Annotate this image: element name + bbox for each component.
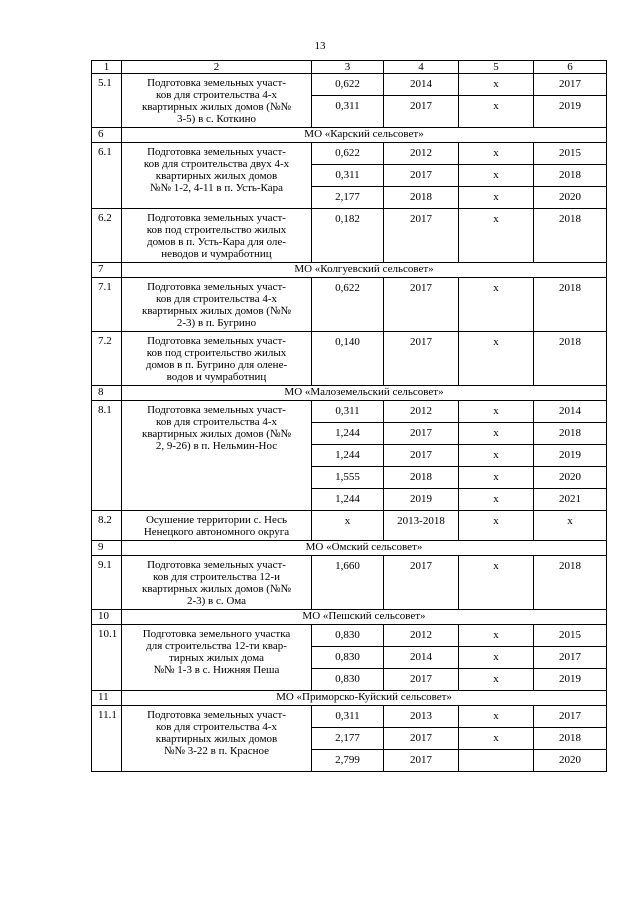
area-value: 1,660: [335, 560, 360, 572]
cell-stack: [384, 706, 458, 771]
item-description: [122, 74, 312, 128]
description-line: №№ 1-2, 4-11 в п. Усть-Кара: [149, 182, 284, 194]
description-line: Подготовка земельных участ-: [147, 77, 286, 89]
area-value-column: [312, 706, 384, 772]
start-year: 2017: [410, 100, 432, 112]
end-year-column: [534, 625, 607, 691]
area-value: 0,311: [312, 165, 383, 187]
section-title: МО «Омский сельсовет»: [122, 541, 607, 556]
mark-value: х: [459, 467, 533, 489]
area-value-column: [312, 332, 384, 386]
description-line: 2-3) в с. Ома: [186, 595, 247, 607]
description-line: Осушение территории с. Несь: [145, 514, 288, 526]
description-line: квартирных жилых домов (№№: [142, 428, 291, 440]
item-number: 9.1: [92, 556, 122, 610]
start-year-column: [384, 401, 459, 511]
end-year: 2020: [534, 467, 606, 489]
program-table: [91, 60, 607, 772]
mark-value-column: [459, 625, 534, 691]
cell-stack: [384, 278, 458, 331]
end-year: 2018: [534, 165, 606, 187]
mark-value: х: [493, 493, 499, 505]
start-year-column: [384, 556, 459, 610]
end-year: 2017: [534, 647, 606, 669]
cell-stack: [384, 511, 458, 540]
header-cell: 5: [459, 61, 534, 74]
item-description: [122, 278, 312, 332]
end-year: 2018: [559, 282, 581, 294]
start-year-column: [384, 209, 459, 263]
table-row: [92, 511, 607, 541]
item-number: 5.1: [92, 74, 122, 128]
item-description: [122, 556, 312, 610]
item-description: [122, 332, 312, 386]
cell-stack: [534, 209, 606, 262]
description-line: квартирных жилых домов: [155, 170, 278, 182]
area-value: 0,311: [312, 401, 383, 423]
description-line: №№ 3-22 в п. Красное: [164, 745, 269, 757]
description-line: Подготовка земельных участ-: [147, 559, 286, 571]
end-year-column: [534, 278, 607, 332]
start-year: 2017: [410, 213, 432, 225]
cell-stack: [312, 332, 383, 385]
cell-stack: [384, 74, 458, 127]
area-value: 0,622: [312, 74, 383, 96]
description-line: Подготовка земельных участ-: [147, 709, 286, 721]
start-year-column: [384, 625, 459, 691]
cell-stack: [459, 625, 533, 690]
header-cell: 6: [534, 61, 607, 74]
item-description: [122, 706, 312, 772]
item-number: 8.2: [92, 511, 122, 541]
description-line: ков для строительства 4-х: [155, 721, 278, 733]
cell-stack: [459, 401, 533, 510]
mark-value-column: [459, 556, 534, 610]
description-line: неводов и чумработниц: [161, 248, 272, 260]
area-value: 1,555: [312, 467, 383, 489]
mark-value: х: [493, 673, 499, 685]
mark-value: х: [459, 423, 533, 445]
section-title: МО «Карский сельсовет»: [122, 128, 607, 143]
start-year: 2012: [384, 143, 458, 165]
end-year: 2018: [559, 336, 581, 348]
area-value-column: [312, 511, 384, 541]
end-year: 2015: [534, 625, 606, 647]
section-row: [92, 691, 607, 706]
mark-value: х: [493, 282, 499, 294]
start-year: 2018: [410, 191, 432, 203]
description-line: Подготовка земельных участ-: [147, 212, 286, 224]
cell-stack: [459, 143, 533, 208]
mark-value: х: [493, 191, 499, 203]
end-year: 2020: [559, 754, 581, 766]
description-line: ков под строительство жилых: [146, 347, 287, 359]
cell-stack: [534, 278, 606, 331]
end-year: 2019: [559, 100, 581, 112]
mark-value: х: [459, 165, 533, 187]
start-year-column: [384, 278, 459, 332]
description-line: ков для строительства 12-и: [153, 571, 280, 583]
mark-value: х: [493, 100, 499, 112]
item-number: 6.1: [92, 143, 122, 209]
area-value: х: [344, 515, 351, 527]
start-year: 2012: [384, 625, 458, 647]
table-row: [92, 74, 607, 128]
end-year-column: [534, 511, 607, 541]
mark-value-column: [459, 74, 534, 128]
section-number: 8: [92, 386, 122, 401]
description-line: №№ 1-3 в с. Нижняя Пеша: [153, 664, 280, 676]
section-title: МО «Приморско-Куйский сельсовет»: [122, 691, 607, 706]
item-number: 7.2: [92, 332, 122, 386]
cell-stack: [312, 706, 383, 771]
table-row: [92, 143, 607, 209]
start-year: 2017: [410, 282, 432, 294]
end-year: 2018: [534, 423, 606, 445]
cell-stack: [312, 143, 383, 208]
section-title: МО «Малоземельский сельсовет»: [122, 386, 607, 401]
mark-value: х: [459, 647, 533, 669]
area-value-column: [312, 401, 384, 511]
page-number: 13: [314, 40, 326, 52]
cell-stack: [459, 706, 533, 771]
description-line: водов и чумработниц: [166, 371, 267, 383]
start-year-column: [384, 706, 459, 772]
end-year-column: [534, 706, 607, 772]
area-value-column: [312, 74, 384, 128]
mark-value-column: [459, 278, 534, 332]
start-year: 2017: [410, 754, 432, 766]
start-year-column: [384, 511, 459, 541]
area-value: 0,311: [335, 100, 360, 112]
description-line: ков для строительства 4-х: [155, 416, 278, 428]
start-year-column: [384, 143, 459, 209]
item-number: 8.1: [92, 401, 122, 511]
description-line: квартирных жилых домов: [155, 733, 278, 745]
table-row: [92, 401, 607, 511]
area-value: 1,244: [312, 445, 383, 467]
area-value-column: [312, 209, 384, 263]
section-row: [92, 386, 607, 401]
cell-stack: [384, 209, 458, 262]
start-year: 2014: [384, 74, 458, 96]
area-value: 2,177: [312, 728, 383, 750]
header-row: [92, 61, 607, 74]
mark-value-column: [459, 332, 534, 386]
end-year: 2018: [534, 728, 606, 750]
description-line: для строительства 12-ти квар-: [146, 640, 287, 652]
area-value: 0,622: [312, 143, 383, 165]
start-year: 2018: [384, 467, 458, 489]
start-year: 2017: [410, 336, 432, 348]
description-line: домов в п. Усть-Кара для оле-: [147, 236, 286, 248]
description-line: Подготовка земельных участ-: [147, 146, 286, 158]
item-description: [122, 401, 312, 511]
item-number: 11.1: [92, 706, 122, 772]
cell-stack: [312, 511, 383, 540]
section-number: 7: [92, 263, 122, 278]
area-value-column: [312, 556, 384, 610]
mark-value: х: [459, 625, 533, 647]
mark-value-column: [459, 209, 534, 263]
start-year: 2017: [410, 560, 432, 572]
cell-stack: [384, 625, 458, 690]
cell-stack: [459, 556, 533, 609]
mark-value-column: [459, 706, 534, 772]
area-value: 0,830: [312, 625, 383, 647]
description-line: ков под строительство жилых: [146, 224, 287, 236]
area-value-column: [312, 625, 384, 691]
mark-value: [459, 750, 533, 771]
description-line: Подготовка земельных участ-: [147, 281, 286, 293]
description-line: Подготовка земельных участ-: [147, 404, 286, 416]
table-row: [92, 556, 607, 610]
section-number: 9: [92, 541, 122, 556]
table-row: [92, 625, 607, 691]
start-year: 2013: [384, 706, 458, 728]
description-line: Подготовка земельных участ-: [147, 335, 286, 347]
cell-stack: [312, 278, 383, 331]
table-row: [92, 278, 607, 332]
section-row: [92, 610, 607, 625]
header-cell: 3: [312, 61, 384, 74]
end-year: 2021: [559, 493, 581, 505]
item-description: [122, 625, 312, 691]
end-year-column: [534, 143, 607, 209]
cell-stack: [534, 332, 606, 385]
header-cell: 1: [92, 61, 122, 74]
description-line: 2-3) в п. Бугрино: [176, 317, 257, 329]
cell-stack: [312, 556, 383, 609]
section-row: [92, 541, 607, 556]
description-line: 2, 9-26) в п. Нельмин-Нос: [155, 440, 278, 452]
table-row: [92, 332, 607, 386]
section-title: МО «Пешский сельсовет»: [122, 610, 607, 625]
description-line: домов в п. Бугрино для олене-: [145, 359, 288, 371]
end-year: 2017: [534, 74, 606, 96]
cell-stack: [384, 556, 458, 609]
end-year: х: [567, 515, 573, 527]
end-year: 2014: [534, 401, 606, 423]
area-value: 0,140: [335, 336, 360, 348]
start-year: 2017: [384, 445, 458, 467]
start-year-column: [384, 74, 459, 128]
area-value: 0,830: [312, 647, 383, 669]
cell-stack: [384, 401, 458, 510]
cell-stack: [312, 401, 383, 510]
area-value: 0,622: [335, 282, 360, 294]
description-line: ков для строительства 4-х: [155, 89, 278, 101]
table-row: [92, 706, 607, 772]
description-line: тирных жилых дома: [169, 652, 264, 664]
mark-value-column: [459, 143, 534, 209]
cell-stack: [312, 74, 383, 127]
end-year: 2015: [534, 143, 606, 165]
item-description: [122, 143, 312, 209]
mark-value: х: [459, 706, 533, 728]
area-value: 0,830: [335, 673, 360, 685]
description-line: квартирных жилых домов (№№: [142, 305, 291, 317]
mark-value-column: [459, 401, 534, 511]
table-row: [92, 209, 607, 263]
header-cell: 2: [122, 61, 312, 74]
cell-stack: [459, 74, 533, 127]
area-value-column: [312, 143, 384, 209]
area-value-column: [312, 278, 384, 332]
description-line: квартирных жилых домов (№№: [142, 583, 291, 595]
mark-value: х: [493, 515, 499, 527]
item-number: 10.1: [92, 625, 122, 691]
area-value: 1,244: [312, 423, 383, 445]
area-value: 1,244: [335, 493, 360, 505]
item-number: 6.2: [92, 209, 122, 263]
area-value: 0,311: [312, 706, 383, 728]
cell-stack: [459, 511, 533, 540]
description-line: Подготовка земельного участка: [142, 628, 291, 640]
end-year-column: [534, 209, 607, 263]
cell-stack: [459, 278, 533, 331]
mark-value: х: [493, 560, 499, 572]
cell-stack: [534, 511, 606, 540]
mark-value: х: [459, 401, 533, 423]
description-line: квартирных жилых домов (№№: [142, 101, 291, 113]
section-title: МО «Колгуевский сельсовет»: [122, 263, 607, 278]
mark-value: х: [459, 143, 533, 165]
section-row: [92, 263, 607, 278]
cell-stack: [459, 332, 533, 385]
end-year-column: [534, 401, 607, 511]
start-year: 2019: [410, 493, 432, 505]
start-year: 2012: [384, 401, 458, 423]
description-line: 3-5) в с. Коткино: [177, 113, 256, 125]
cell-stack: [312, 209, 383, 262]
item-description: [122, 511, 312, 541]
cell-stack: [312, 625, 383, 690]
section-row: [92, 128, 607, 143]
end-year: 2018: [559, 560, 581, 572]
cell-stack: [384, 143, 458, 208]
end-year: 2017: [534, 706, 606, 728]
cell-stack: [534, 706, 606, 771]
cell-stack: [534, 625, 606, 690]
start-year: 2017: [384, 165, 458, 187]
mark-value: х: [459, 728, 533, 750]
mark-value: х: [493, 336, 499, 348]
area-value: 2,799: [335, 754, 360, 766]
description-line: Ненецкого автономного округа: [143, 526, 290, 538]
end-year-column: [534, 74, 607, 128]
end-year: 2019: [559, 673, 581, 685]
mark-value: х: [459, 445, 533, 467]
section-number: 10: [92, 610, 122, 625]
description-line: ков для строительства двух 4-х: [143, 158, 290, 170]
section-number: 11: [92, 691, 122, 706]
area-value: 2,177: [335, 191, 360, 203]
start-year: 2017: [384, 423, 458, 445]
end-year-column: [534, 556, 607, 610]
end-year-column: [534, 332, 607, 386]
description-line: ков для строительства 4-х: [155, 293, 278, 305]
start-year: 2017: [384, 728, 458, 750]
item-description: [122, 209, 312, 263]
cell-stack: [534, 74, 606, 127]
start-year: 2017: [410, 673, 432, 685]
cell-stack: [534, 401, 606, 510]
area-value: 0,182: [335, 213, 360, 225]
start-year: 2013-2018: [397, 515, 445, 527]
cell-stack: [384, 332, 458, 385]
mark-value: х: [493, 213, 499, 225]
cell-stack: [534, 556, 606, 609]
end-year: 2018: [559, 213, 581, 225]
cell-stack: [459, 209, 533, 262]
start-year: 2014: [384, 647, 458, 669]
end-year: 2019: [534, 445, 606, 467]
mark-value-column: [459, 511, 534, 541]
mark-value: х: [459, 74, 533, 96]
section-number: 6: [92, 128, 122, 143]
start-year-column: [384, 332, 459, 386]
cell-stack: [534, 143, 606, 208]
item-number: 7.1: [92, 278, 122, 332]
header-cell: 4: [384, 61, 459, 74]
end-year: 2020: [559, 191, 581, 203]
